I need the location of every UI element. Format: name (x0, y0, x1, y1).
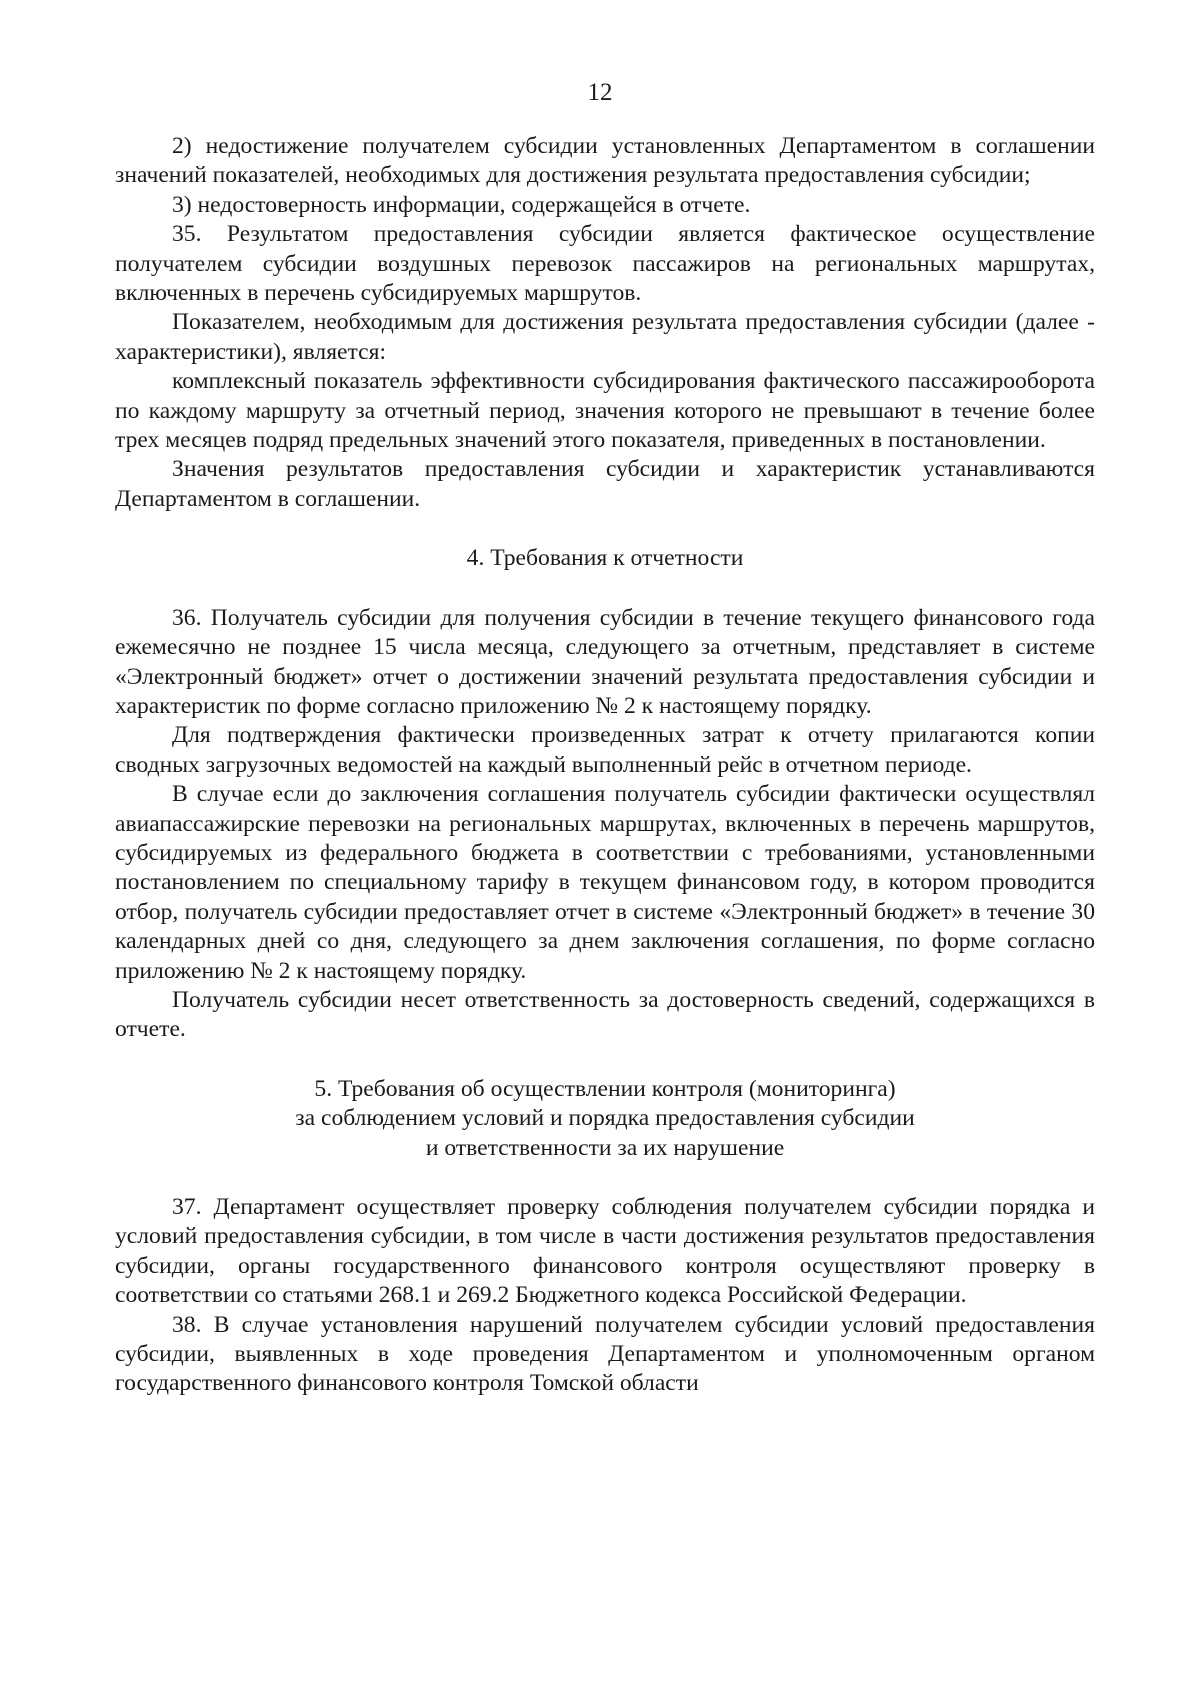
paragraph-36: 36. Получатель субсидии для получения субсидии в течение текущего финансового года ежемесячно не позднее 15 числа месяца, следующего за отчетным, представляет в системе «Электронный бюджет» отчет о достижении значений результата предоставления субсидии и характеристик по форме согласно приложению № 2 к настоящему порядку. (115, 604, 1095, 719)
section-4-heading: 4. Требования к отчетности (466, 545, 744, 572)
paragraph-values-established: Значения результатов предоставления субсидии и характеристик устанавливаются Департаментом в соглашении. (115, 456, 1095, 512)
paragraph-35: 35. Результатом предоставления субсидии является фактическое осуществление получателем субсидии воздушных перевозок пассажиров на региональных маршрутах, включенных в перечень субсидируемых маршрутов. (115, 221, 1095, 307)
paragraph-cost-confirmation: Для подтверждения фактически произведенных затрат к отчету прилагаются копии сводных загрузочных ведомостей на каждый выполненный рейс в отчетном периоде. (115, 722, 1095, 778)
section-5-heading-line-2: за соблюдением условий и порядка предоставления субсидии (295, 1105, 915, 1132)
section-5-heading-line-3: и ответственности за их нарушение (425, 1134, 785, 1161)
section-5-heading (115, 1075, 1095, 1163)
section-4-heading-block (115, 544, 1095, 573)
section-5-heading-block (115, 1075, 1095, 1163)
document-body (115, 132, 1095, 1399)
paragraph-item-2: 2) недостижение получателем субсидии установленных Департаментом в соглашении значений показателей, необходимых для достижения результата предоставления субсидии; (115, 133, 1095, 189)
paragraph-responsibility: Получатель субсидии несет ответственность за достоверность сведений, содержащихся в отчете. (115, 986, 1095, 1043)
paragraph-prior-transport: В случае если до заключения соглашения получатель субсидии фактически осуществлял авиапассажирские перевозки на региональных маршрутах, включенных в перечень маршрутов, субсидируемых из федерального бюджета в соответствии с требованиями, установленными постановлением по специальному тарифу в текущем финансовом году, в котором проводится отбор, получатель субсидии предоставляет отчет в системе «Электронный бюджет» в течение 30 календарных дней со дня, следующего за днем заключения соглашения, по форме согласно приложению № 2 к настоящему порядку. (115, 781, 1095, 984)
paragraph-indicator: Показателем, необходимым для достижения результата предоставления субсидии (далее - характеристики), является: (115, 309, 1095, 365)
paragraph-indicator-definition: комплексный показатель эффективности субсидирования фактического пассажирооборота по каждому маршруту за отчетный период, значения которого не превышают в течение более трех месяцев подряд предельных значений этого показателя, приведенных в постановлении. (115, 368, 1095, 454)
paragraph-item-3: 3) недостоверность информации, содержащейся в отчете. (172, 191, 751, 218)
page-number: 12 (587, 79, 613, 106)
section-5-heading-line-1: 5. Требования об осуществлении контроля (мониторинга) (314, 1075, 896, 1102)
paragraph-37: 37. Департамент осуществляет проверку соблюдения получателем субсидии порядка и условий предоставления субсидии, в том числе в части достижения результатов предоставления субсидии, органы государственного финансового контроля осуществляют проверку в соответствии со статьями 268.1 и 269.2 Бюджетного кодекса Российской Федерации. (115, 1194, 1095, 1309)
paragraph-38: 38. В случае установления нарушений получателем субсидии условий предоставления субсидии, выявленных в ходе проведения Департаментом и уполномоченным органом государственного финансового контроля Томской области (115, 1311, 1095, 1397)
